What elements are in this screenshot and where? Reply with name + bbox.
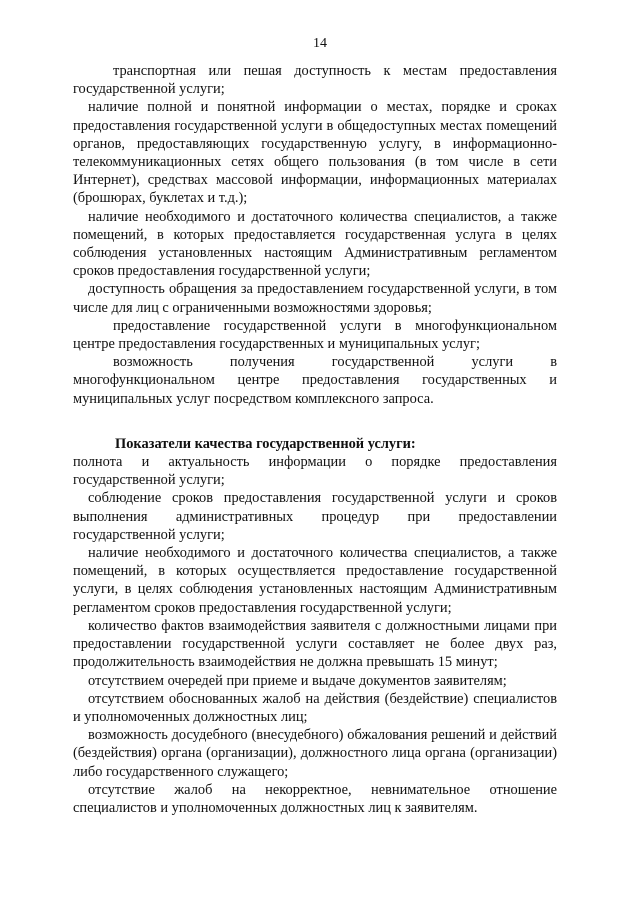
quality-item-deadlines: соблюдение сроков предоставления государственной услуги и сроков выполнения административных процедур при предоставлении государственной услуги; — [73, 490, 557, 543]
quality-heading: Показатели качества государственной услуги: — [115, 435, 416, 452]
quality-item-completeness: полнота и актуальность информации о порядке предоставления государственной услуги; — [73, 454, 557, 489]
section-spacer — [73, 408, 557, 435]
availability-item-transport: транспортная или пешая доступность к местам предоставления государственной услуги; — [73, 63, 557, 98]
availability-item-accessibility: доступность обращения за предоставлением государственной услуги, в том числе для лиц с ограниченными возможностями здоровья; — [73, 281, 557, 316]
availability-item-information: наличие полной и понятной информации о местах, порядке и сроках предоставления государственной услуги в общедоступных местах помещений органов, предоставляющих государственную услугу, в информационно-телекоммуникационных сетях общего пользования (в том числе в сети Интернет), средствах массовой информации, информационных материалах (брошюрах, буклетах и т.д.); — [73, 99, 557, 207]
quality-item-interactions: количество фактов взаимодействия заявителя с должностными лицами при предоставлении государственной услуги составляет не более двух раз, продолжительность взаимодействия не должна превышать 15 минут; — [73, 617, 557, 671]
page-number: 14 — [313, 36, 327, 51]
quality-item-specialists: наличие необходимого и достаточного количества специалистов, а также помещений, в которых осуществляется предоставление государственной услуги, в целях соблюдения установленных настоящим Административным регламентом сроков предоставления государственной услуги; — [73, 545, 557, 616]
page-body — [73, 62, 557, 817]
quality-item-queues: отсутствием очередей при приеме и выдаче документов заявителям; — [88, 672, 507, 689]
quality-item-appeal: возможность досудебного (внесудебного) обжалования решений и действий (бездействия) органа (организации), должностного лица органа (организации) либо государственного служащего; — [73, 727, 557, 780]
availability-item-complex-request: возможность получения государственной услуги в многофункциональном центре предоставления государственных и муниципальных услуг посредством комплексного запроса. — [73, 354, 557, 407]
availability-item-specialists: наличие необходимого и достаточного количества специалистов, а также помещений, в которых предоставляется государственная услуга в целях соблюдения установленных настоящим Административным регламентом сроков предоставления государственной услуги; — [73, 208, 557, 280]
quality-item-complaints: отсутствием обоснованных жалоб на действия (бездействие) специалистов и уполномоченных должностных лиц; — [73, 690, 557, 725]
quality-item-attitude: отсутствие жалоб на некорректное, невнимательное отношение специалистов и уполномоченных должностных лиц к заявителям. — [73, 781, 557, 816]
availability-item-mfc: предоставление государственной услуги в многофункциональном центре предоставления государственных и муниципальных услуг; — [73, 317, 557, 353]
